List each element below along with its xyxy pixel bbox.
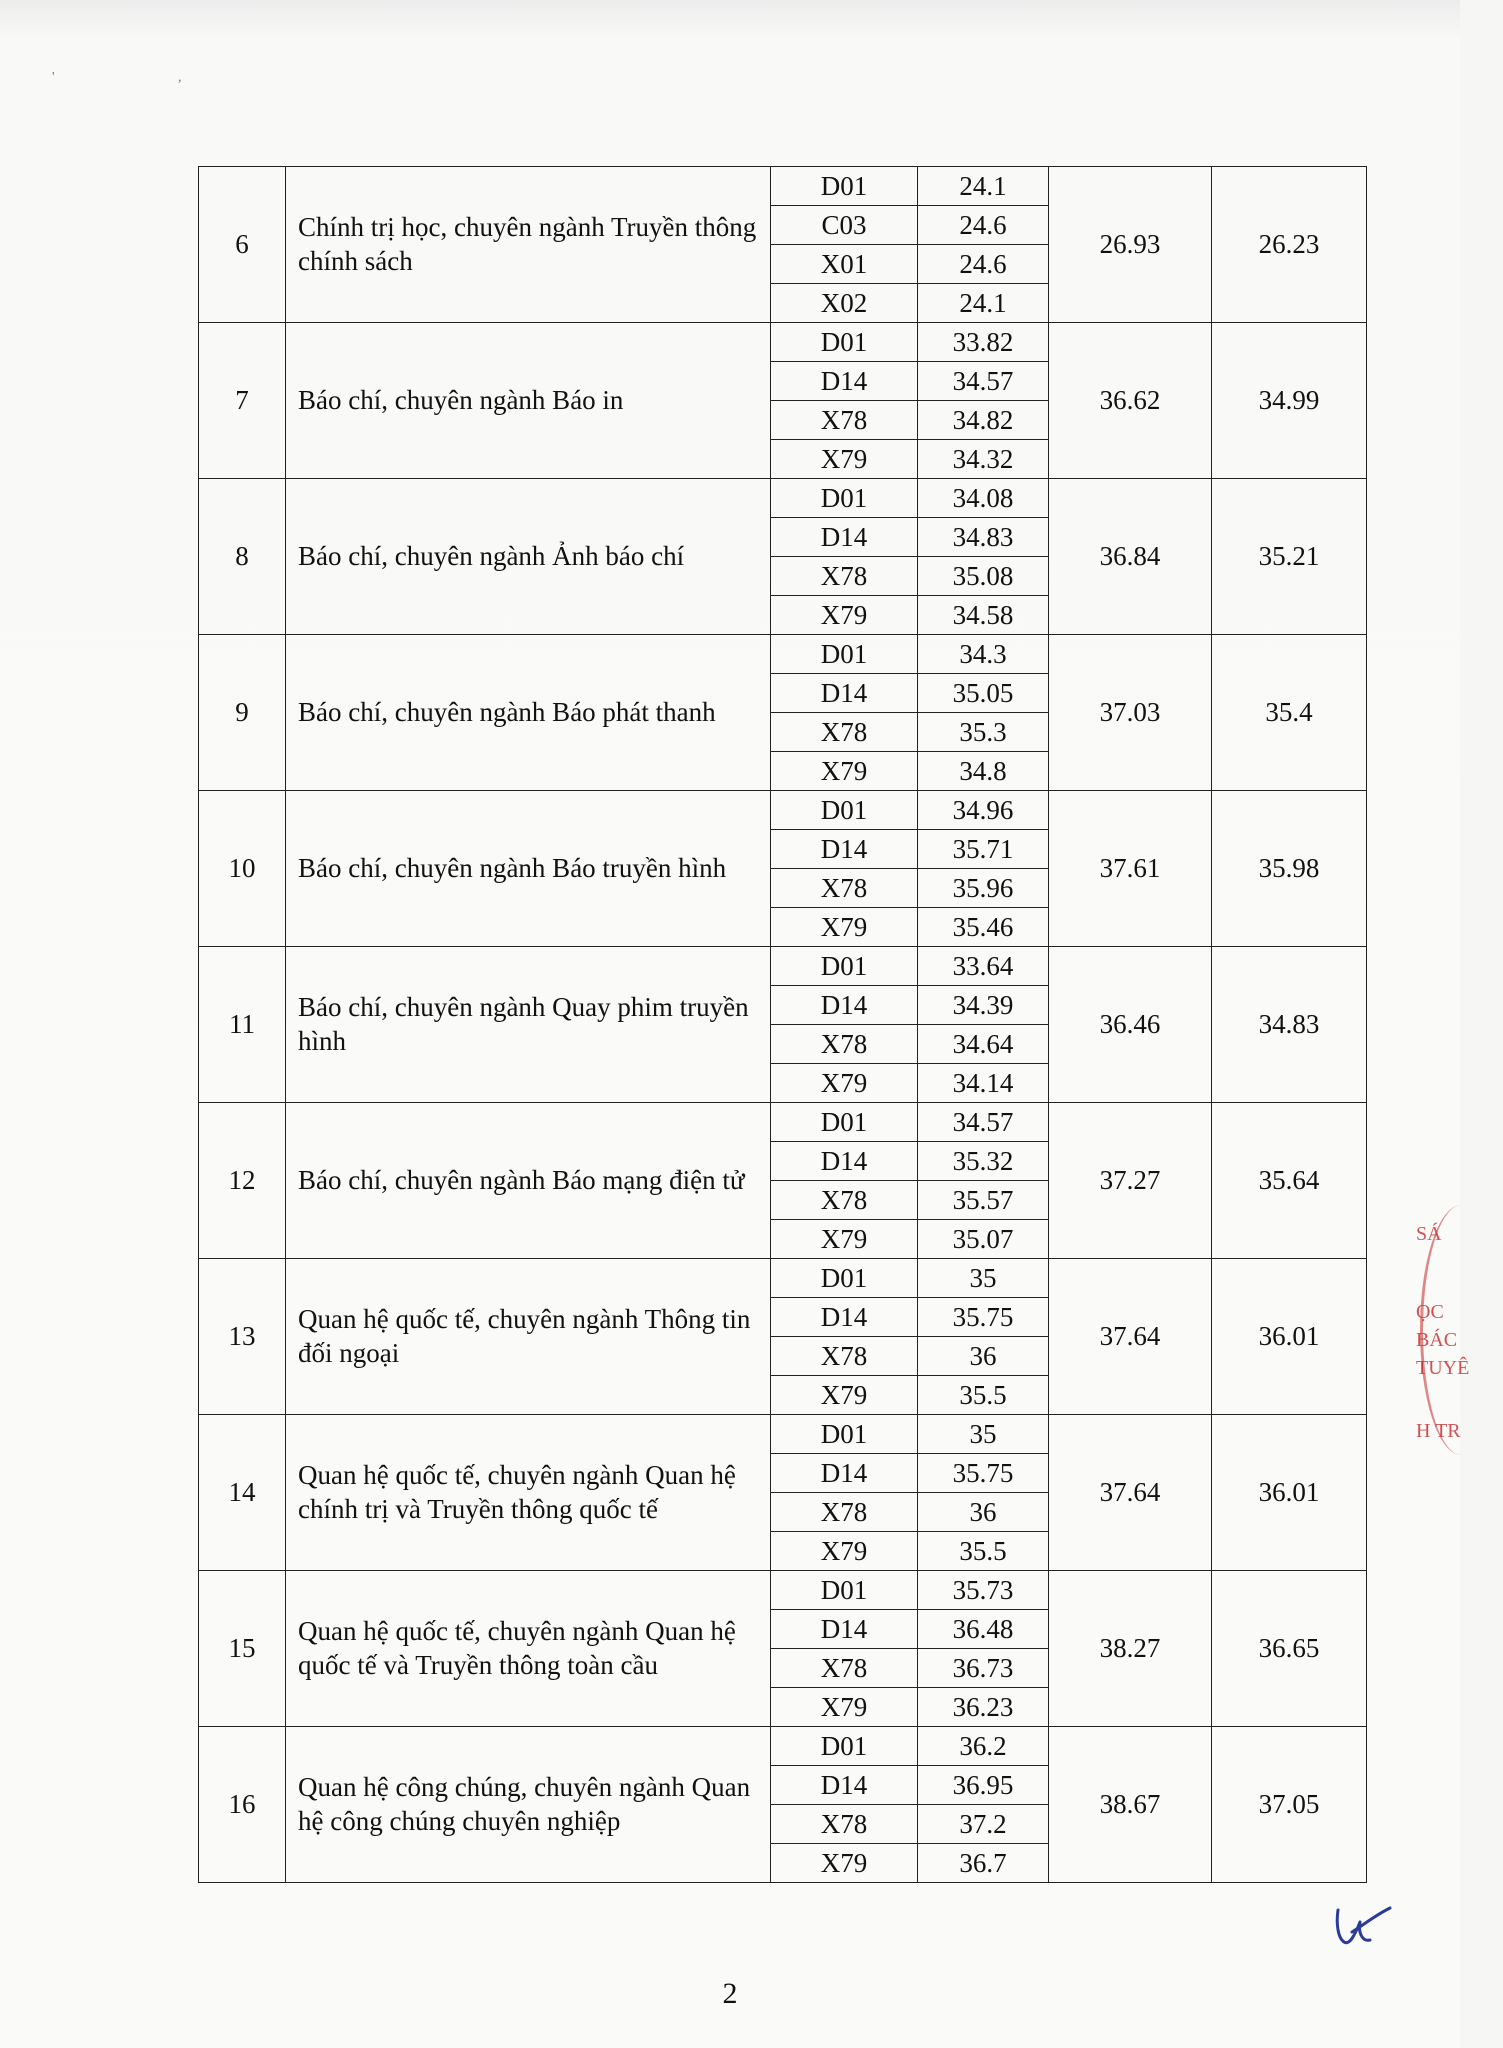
subject-combination: D01	[771, 1727, 918, 1766]
program-name: Báo chí, chuyên ngành Báo phát thanh	[286, 635, 771, 791]
subject-combination: D14	[771, 986, 918, 1025]
combination-score: 35.32	[918, 1142, 1049, 1181]
row-number: 9	[199, 635, 286, 791]
subject-combination: D01	[771, 167, 918, 206]
stamp-text: TUYÊ	[1416, 1357, 1470, 1379]
combination-score: 34.08	[918, 479, 1049, 518]
combination-score: 36	[918, 1493, 1049, 1532]
subject-combination: X79	[771, 752, 918, 791]
combination-score: 24.6	[918, 245, 1049, 284]
table-row	[199, 323, 1367, 362]
subject-combination: X78	[771, 1805, 918, 1844]
subject-combination: D14	[771, 830, 918, 869]
combination-score: 34.32	[918, 440, 1049, 479]
table-row	[199, 1103, 1367, 1142]
combination-score: 34.8	[918, 752, 1049, 791]
subject-combination: X78	[771, 1337, 918, 1376]
score-column-5: 26.93	[1049, 167, 1212, 323]
combination-score: 37.2	[918, 1805, 1049, 1844]
combination-score: 24.1	[918, 284, 1049, 323]
stamp-text: ỌC	[1416, 1301, 1444, 1323]
table-row	[199, 947, 1367, 986]
score-column-6: 35.4	[1212, 635, 1367, 791]
subject-combination: X78	[771, 869, 918, 908]
program-name: Quan hệ công chúng, chuyên ngành Quan hệ công chúng chuyên nghiệp	[286, 1727, 771, 1883]
combination-score: 35	[918, 1415, 1049, 1454]
program-name: Quan hệ quốc tế, chuyên ngành Quan hệ chính trị và Truyền thông quốc tế	[286, 1415, 771, 1571]
combination-score: 35.08	[918, 557, 1049, 596]
combination-score: 35.57	[918, 1181, 1049, 1220]
score-column-5: 36.46	[1049, 947, 1212, 1103]
subject-combination: D14	[771, 1142, 918, 1181]
combination-score: 35	[918, 1259, 1049, 1298]
subject-combination: D01	[771, 323, 918, 362]
row-number: 11	[199, 947, 286, 1103]
subject-combination: D01	[771, 1103, 918, 1142]
subject-combination: D01	[771, 947, 918, 986]
table-row	[199, 1571, 1367, 1610]
subject-combination: D14	[771, 1454, 918, 1493]
combination-score: 34.58	[918, 596, 1049, 635]
score-column-6: 36.01	[1212, 1259, 1367, 1415]
table-row	[199, 1259, 1367, 1298]
score-column-5: 36.84	[1049, 479, 1212, 635]
combination-score: 35.07	[918, 1220, 1049, 1259]
score-column-6: 34.83	[1212, 947, 1367, 1103]
scan-marks: ' ,	[52, 70, 242, 85]
score-column-5: 37.03	[1049, 635, 1212, 791]
row-number: 6	[199, 167, 286, 323]
score-column-6: 34.99	[1212, 323, 1367, 479]
program-name: Báo chí, chuyên ngành Báo mạng điện tử	[286, 1103, 771, 1259]
combination-score: 35.5	[918, 1376, 1049, 1415]
subject-combination: X79	[771, 1532, 918, 1571]
combination-score: 35.3	[918, 713, 1049, 752]
program-name: Báo chí, chuyên ngành Báo in	[286, 323, 771, 479]
combination-score: 24.1	[918, 167, 1049, 206]
combination-score: 33.64	[918, 947, 1049, 986]
combination-score: 36.73	[918, 1649, 1049, 1688]
table-body	[199, 167, 1367, 1883]
subject-combination: X79	[771, 1844, 918, 1883]
row-number: 8	[199, 479, 286, 635]
subject-combination: D14	[771, 518, 918, 557]
subject-combination: D14	[771, 674, 918, 713]
combination-score: 35.75	[918, 1454, 1049, 1493]
subject-combination: X79	[771, 1376, 918, 1415]
subject-combination: X78	[771, 1181, 918, 1220]
combination-score: 35.46	[918, 908, 1049, 947]
stamp-text: BÁC	[1416, 1329, 1458, 1351]
subject-combination: D01	[771, 1571, 918, 1610]
combination-score: 35.05	[918, 674, 1049, 713]
combination-score: 34.57	[918, 1103, 1049, 1142]
score-column-5: 38.67	[1049, 1727, 1212, 1883]
score-column-5: 36.62	[1049, 323, 1212, 479]
score-column-6: 36.01	[1212, 1415, 1367, 1571]
score-column-6: 35.64	[1212, 1103, 1367, 1259]
table-row	[199, 791, 1367, 830]
subject-combination: D14	[771, 1298, 918, 1337]
subject-combination: C03	[771, 206, 918, 245]
combination-score: 35.96	[918, 869, 1049, 908]
subject-combination: X79	[771, 1688, 918, 1727]
program-name: Báo chí, chuyên ngành Báo truyền hình	[286, 791, 771, 947]
combination-score: 34.96	[918, 791, 1049, 830]
subject-combination: X02	[771, 284, 918, 323]
program-name: Chính trị học, chuyên ngành Truyền thông chính sách	[286, 167, 771, 323]
page-number: 2	[722, 1977, 738, 2010]
table-row	[199, 635, 1367, 674]
subject-combination: D01	[771, 791, 918, 830]
combination-score: 36.23	[918, 1688, 1049, 1727]
combination-score: 34.82	[918, 401, 1049, 440]
combination-score: 34.39	[918, 986, 1049, 1025]
row-number: 12	[199, 1103, 286, 1259]
score-column-6: 35.98	[1212, 791, 1367, 947]
score-column-6: 36.65	[1212, 1571, 1367, 1727]
score-column-5: 37.64	[1049, 1259, 1212, 1415]
combination-score: 34.83	[918, 518, 1049, 557]
admission-score-table	[198, 166, 1367, 1883]
subject-combination: D01	[771, 1415, 918, 1454]
subject-combination: D01	[771, 479, 918, 518]
subject-combination: D14	[771, 1766, 918, 1805]
red-stamp-edge	[1408, 1205, 1470, 1455]
combination-score: 35.71	[918, 830, 1049, 869]
subject-combination: X78	[771, 401, 918, 440]
row-number: 10	[199, 791, 286, 947]
table-row	[199, 167, 1367, 206]
program-name: Quan hệ quốc tế, chuyên ngành Quan hệ quốc tế và Truyền thông toàn cầu	[286, 1571, 771, 1727]
subject-combination: D14	[771, 362, 918, 401]
table-row	[199, 1415, 1367, 1454]
signature-mark	[1334, 1902, 1394, 1952]
row-number: 15	[199, 1571, 286, 1727]
combination-score: 34.3	[918, 635, 1049, 674]
stamp-text: SÁ	[1416, 1223, 1442, 1245]
subject-combination: X78	[771, 713, 918, 752]
row-number: 16	[199, 1727, 286, 1883]
row-number: 13	[199, 1259, 286, 1415]
subject-combination: X79	[771, 1220, 918, 1259]
program-name: Quan hệ quốc tế, chuyên ngành Thông tin đối ngoại	[286, 1259, 771, 1415]
subject-combination: X78	[771, 557, 918, 596]
subject-combination: X78	[771, 1025, 918, 1064]
combination-score: 34.57	[918, 362, 1049, 401]
score-column-6: 37.05	[1212, 1727, 1367, 1883]
combination-score: 36.2	[918, 1727, 1049, 1766]
combination-score: 36	[918, 1337, 1049, 1376]
combination-score: 35.73	[918, 1571, 1049, 1610]
score-column-5: 37.64	[1049, 1415, 1212, 1571]
subject-combination: X79	[771, 908, 918, 947]
subject-combination: X78	[771, 1649, 918, 1688]
subject-combination: X79	[771, 440, 918, 479]
subject-combination: X79	[771, 596, 918, 635]
subject-combination: D01	[771, 1259, 918, 1298]
score-column-5: 38.27	[1049, 1571, 1212, 1727]
combination-score: 24.6	[918, 206, 1049, 245]
combination-score: 33.82	[918, 323, 1049, 362]
score-column-5: 37.27	[1049, 1103, 1212, 1259]
combination-score: 36.48	[918, 1610, 1049, 1649]
score-column-6: 26.23	[1212, 167, 1367, 323]
subject-combination: D14	[771, 1610, 918, 1649]
combination-score: 34.64	[918, 1025, 1049, 1064]
score-column-6: 35.21	[1212, 479, 1367, 635]
subject-combination: X78	[771, 1493, 918, 1532]
combination-score: 35.5	[918, 1532, 1049, 1571]
table-row	[199, 479, 1367, 518]
stamp-text: H TR	[1416, 1420, 1461, 1442]
table-row	[199, 1727, 1367, 1766]
combination-score: 34.14	[918, 1064, 1049, 1103]
program-name: Báo chí, chuyên ngành Ảnh báo chí	[286, 479, 771, 635]
row-number: 7	[199, 323, 286, 479]
program-name: Báo chí, chuyên ngành Quay phim truyền hình	[286, 947, 771, 1103]
row-number: 14	[199, 1415, 286, 1571]
combination-score: 35.75	[918, 1298, 1049, 1337]
subject-combination: D01	[771, 635, 918, 674]
subject-combination: X79	[771, 1064, 918, 1103]
subject-combination: X01	[771, 245, 918, 284]
combination-score: 36.7	[918, 1844, 1049, 1883]
score-column-5: 37.61	[1049, 791, 1212, 947]
combination-score: 36.95	[918, 1766, 1049, 1805]
